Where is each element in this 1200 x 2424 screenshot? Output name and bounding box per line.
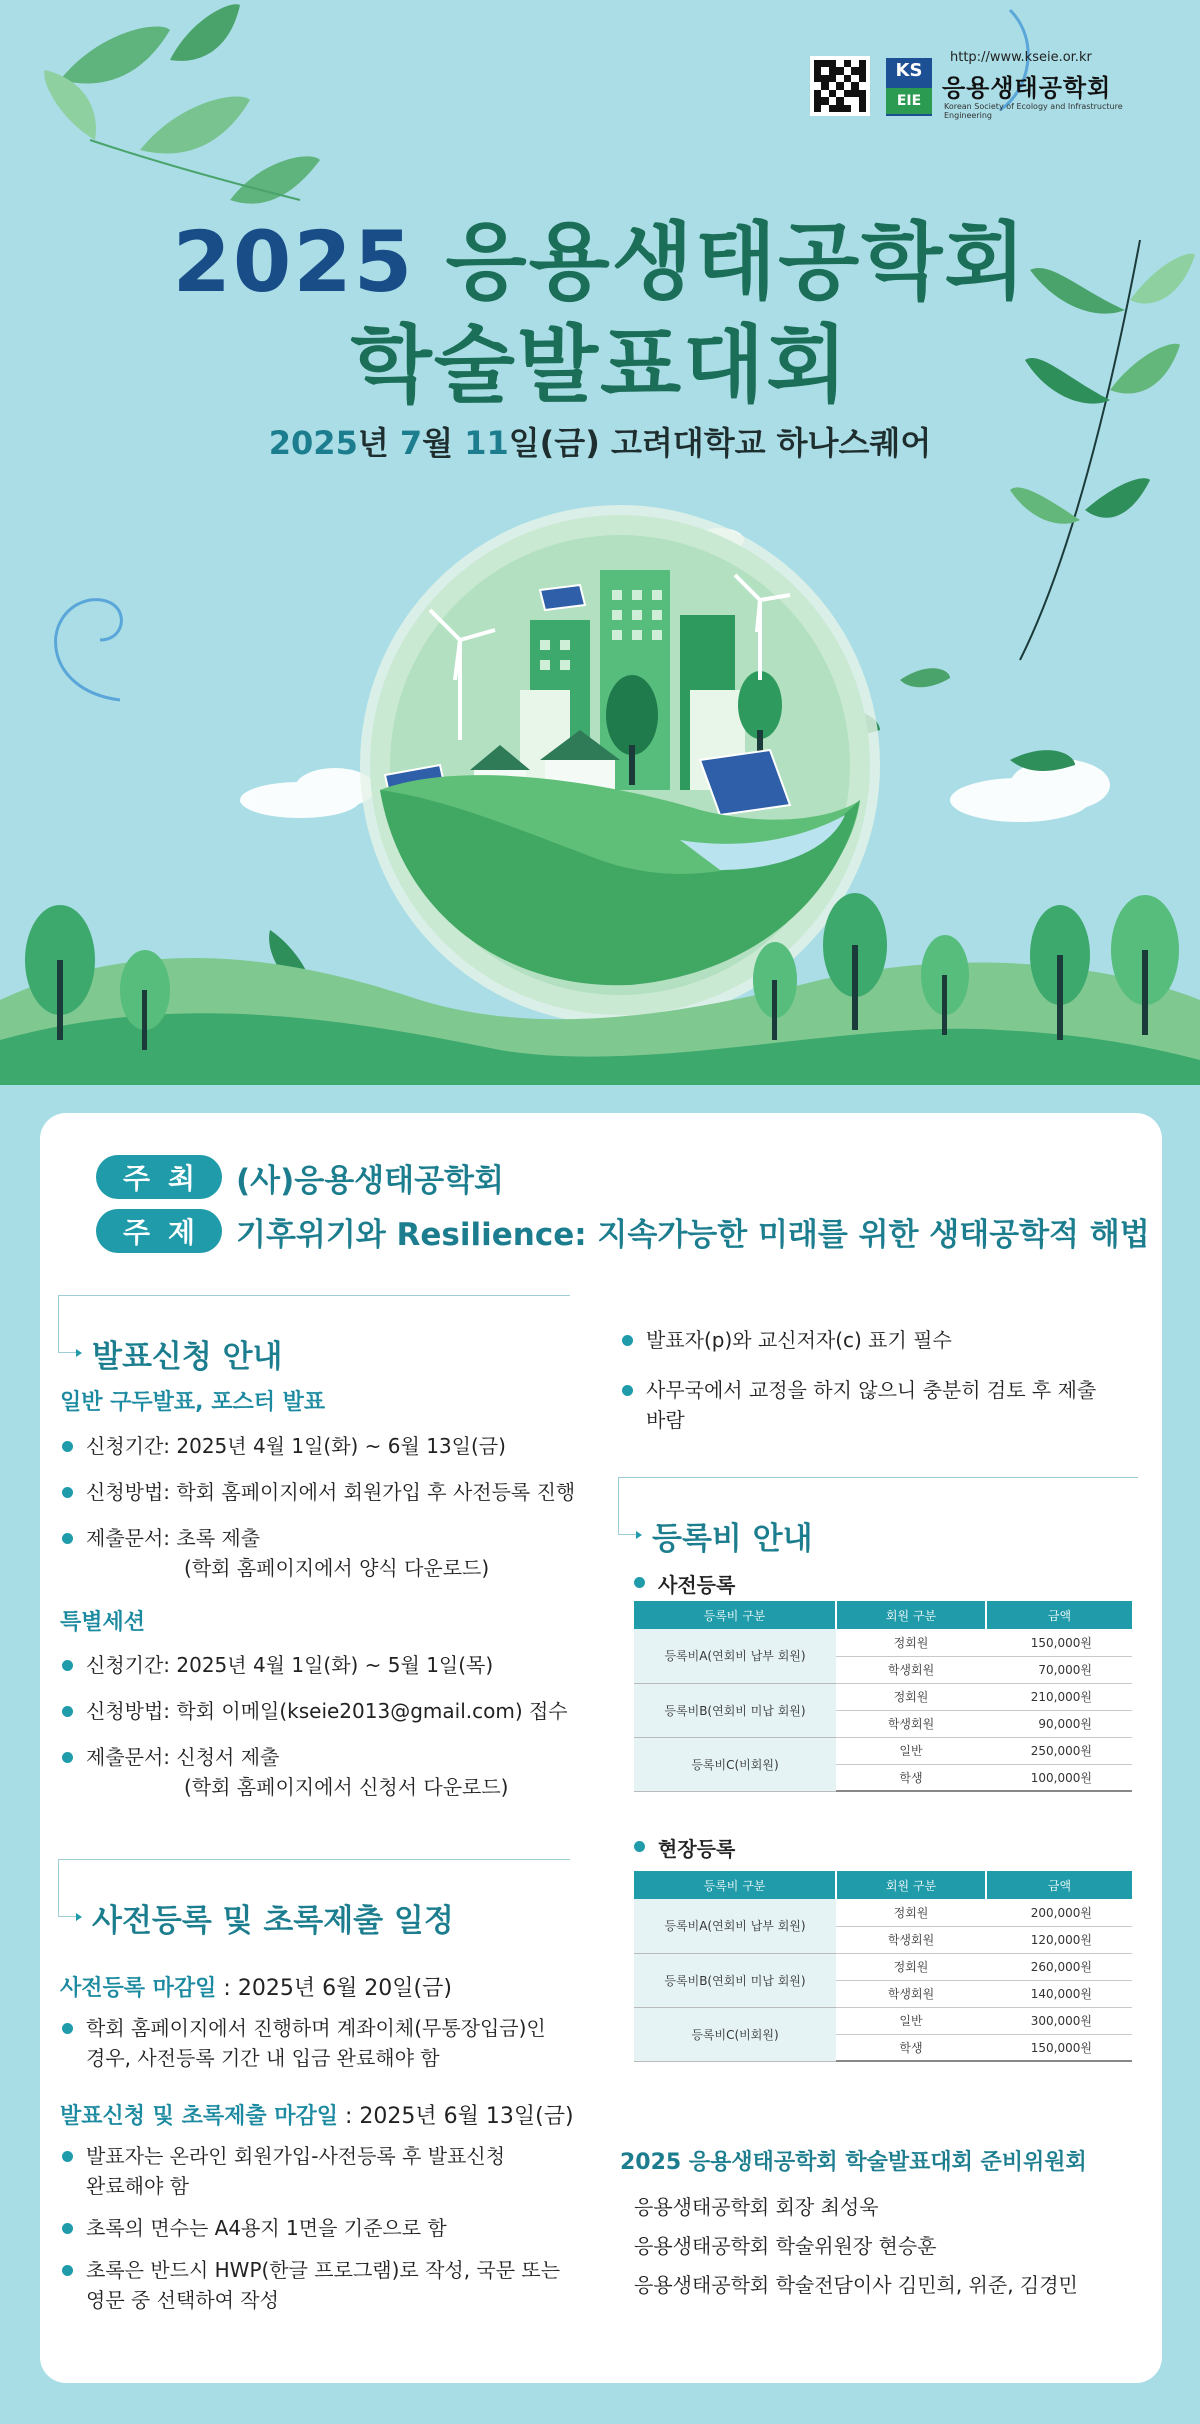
- registration-deadline: [60, 1971, 452, 2002]
- society-english-name: Korean Society of Ecology and Infrastructure Engineering: [944, 102, 1123, 120]
- col-member-type: 회원 구분: [836, 1871, 986, 1899]
- table-row: [634, 1629, 1132, 1656]
- special-period: 신청기간: 2025년 4월 1일(화) ~ 5월 1일(목): [62, 1650, 493, 1680]
- host-label: [96, 1155, 222, 1199]
- special-method: 신청방법: 학회 이메일(kseie2013@gmail.com) 접수: [62, 1696, 568, 1726]
- theme-value: 기후위기와 Resilience: 지속가능한 미래를 위한 생태공학적 해법: [236, 1216, 1150, 1253]
- col-fee-type: 등록비 구분: [634, 1871, 836, 1899]
- fee-amount: 150,000원: [986, 2034, 1132, 2061]
- schedule-section-header: [58, 1859, 578, 1939]
- committee-title: 2025 응용생태공학회 학술발표대회 준비위원회: [620, 2150, 1087, 2175]
- fee-amount: 140,000원: [986, 1980, 1132, 2007]
- society-name: 응용생태공학회: [942, 74, 1112, 102]
- member-type: 학생: [836, 1764, 986, 1791]
- member-type: 학생회원: [836, 1926, 986, 1953]
- general-method: 신청방법: 학회 홈페이지에서 회원가입 후 사전등록 진행: [62, 1477, 575, 1507]
- date-year: 2025: [268, 424, 358, 462]
- abstract-note-1-line2: 완료해야 함: [86, 2174, 189, 2198]
- fees-section-header: [618, 1477, 1138, 1557]
- general-documents-text: 제출문서: 초록 제출: [86, 1526, 261, 1550]
- col-fee-type: 등록비 구분: [634, 1601, 836, 1629]
- event-date-venue: [0, 418, 1200, 464]
- abstract-deadline-label: 발표신청 및 초록제출 마감일: [60, 2104, 339, 2129]
- registration-note-line2: 경우, 사전등록 기간 내 입금 완료해야 함: [86, 2046, 440, 2070]
- fee-amount: 100,000원: [986, 1764, 1132, 1791]
- special-documents: [62, 1742, 508, 1802]
- fee-amount: 250,000원: [986, 1737, 1132, 1764]
- member-type: 정회원: [836, 1899, 986, 1926]
- host-label-a: 주: [122, 1162, 151, 1195]
- abstract-note-1-line1: 발표자는 온라인 회원가입-사전등록 후 발표신청: [86, 2144, 506, 2168]
- event-title-line2: 학술발표대회: [350, 316, 850, 414]
- abstract-note-3-line1: 초록은 반드시 HWP(한글 프로그램)로 작성, 국문 또는: [86, 2258, 561, 2282]
- pre-registration-fee-table: [634, 1601, 1132, 1792]
- member-type: 학생회원: [836, 1710, 986, 1737]
- host-label-b: 최: [167, 1162, 196, 1195]
- special-documents-note: (학회 홈페이지에서 신청서 다운로드): [184, 1775, 509, 1799]
- committee-member: 응용생태공학회 회장 최성욱: [634, 2195, 879, 2219]
- qr-code[interactable]: [810, 56, 870, 116]
- logo-bottom: EIE: [886, 88, 932, 114]
- abstract-note-3-line2: 영문 중 선택하여 작성: [86, 2288, 279, 2312]
- fee-amount: 210,000원: [986, 1683, 1132, 1710]
- theme-label-a: 주: [122, 1216, 151, 1249]
- info-card: [40, 1113, 1162, 2383]
- title-year: 2025: [172, 213, 415, 311]
- logo-top: KS: [895, 60, 923, 81]
- fee-amount: 120,000원: [986, 1926, 1132, 1953]
- general-period: 신청기간: 2025년 4월 1일(화) ~ 6월 13일(금): [62, 1431, 506, 1461]
- abstract-note-3: [62, 2255, 560, 2315]
- special-documents-text: 제출문서: 신청서 제출: [86, 1745, 280, 1769]
- table-row: [634, 2007, 1132, 2034]
- author-marking-note: 발표자(p)와 교신저자(c) 표기 필수: [622, 1325, 952, 1355]
- venue: 고려대학교 하나스퀘어: [610, 424, 932, 462]
- onsite-registration-label: 현장등록: [634, 1833, 735, 1862]
- general-documents: [62, 1523, 489, 1583]
- member-type: 일반: [836, 2007, 986, 2034]
- fee-group: 등록비A(연회비 납부 회원): [634, 1899, 836, 1953]
- presentation-section-header: [58, 1295, 578, 1375]
- col-amount: 금액: [986, 1871, 1132, 1899]
- date-year-unit: 년: [357, 424, 389, 462]
- committee-member: 응용생태공학회 학술전담이사 김민희, 위준, 김경민: [634, 2273, 1078, 2297]
- hero-banner: [0, 0, 1200, 1085]
- col-member-type: 회원 구분: [836, 1601, 986, 1629]
- col-amount: 금액: [986, 1601, 1132, 1629]
- table-row: [634, 1737, 1132, 1764]
- fee-group: 등록비B(연회비 미납 회원): [634, 1953, 836, 2007]
- pre-registration-label: 사전등록: [634, 1569, 735, 1598]
- fee-group: 등록비A(연회비 납부 회원): [634, 1629, 836, 1683]
- proofreading-note-line2: 바람: [646, 1408, 685, 1432]
- theme-row: [96, 1209, 1150, 1253]
- fees-title: 등록비 안내: [652, 1521, 813, 1557]
- general-presentation-head: 일반 구두발표, 포스터 발표: [60, 1390, 326, 1415]
- member-type: 정회원: [836, 1629, 986, 1656]
- fee-amount: 150,000원: [986, 1629, 1132, 1656]
- hero-illustration: [0, 0, 1200, 1085]
- general-documents-note: (학회 홈페이지에서 양식 다운로드): [184, 1556, 490, 1580]
- date-month-unit: 월: [422, 424, 454, 462]
- fee-amount: 300,000원: [986, 2007, 1132, 2034]
- fee-amount: 90,000원: [986, 1710, 1132, 1737]
- member-type: 학생: [836, 2034, 986, 2061]
- fee-group: 등록비C(비회원): [634, 2007, 836, 2061]
- abstract-deadline-date: : 2025년 6월 13일(금): [338, 2104, 574, 2129]
- table-row: [634, 1953, 1132, 1980]
- proofreading-note-line1: 사무국에서 교정을 하지 않으니 충분히 검토 후 제출: [646, 1378, 1097, 1402]
- table-row: [634, 1899, 1132, 1926]
- fee-amount: 260,000원: [986, 1953, 1132, 1980]
- onsite-registration-fee-table: [634, 1871, 1132, 2062]
- member-type: 학생회원: [836, 1980, 986, 2007]
- society-logo-block: [810, 50, 1140, 130]
- abstract-note-1: [62, 2141, 505, 2201]
- registration-deadline-date: : 2025년 6월 20일(금): [216, 1976, 452, 2001]
- table-row: [634, 1683, 1132, 1710]
- date-day-unit: 일(금): [508, 424, 600, 462]
- theme-label: [96, 1209, 222, 1253]
- date-day: 11: [464, 424, 509, 462]
- theme-label-b: 제: [167, 1216, 196, 1249]
- member-type: 정회원: [836, 1953, 986, 1980]
- registration-deadline-label: 사전등록 마감일: [60, 1976, 217, 2001]
- registration-note-line1: 학회 홈페이지에서 진행하며 계좌이체(무통장입금)인: [86, 2016, 546, 2040]
- fee-amount: 70,000원: [986, 1656, 1132, 1683]
- special-session-head: 특별세션: [60, 1610, 146, 1635]
- fee-group: 등록비C(비회원): [634, 1737, 836, 1791]
- member-type: 정회원: [836, 1683, 986, 1710]
- schedule-title: 사전등록 및 초록제출 일정: [92, 1903, 454, 1939]
- host-value: (사)응용생태공학회: [236, 1162, 504, 1199]
- website-url[interactable]: http://www.kseie.or.kr: [950, 50, 1092, 65]
- presentation-title: 발표신청 안내: [92, 1339, 283, 1375]
- member-type: 학생회원: [836, 1656, 986, 1683]
- title-society: 응용생태공학회: [445, 213, 1028, 311]
- date-month: 7: [399, 424, 423, 462]
- abstract-deadline: [60, 2099, 574, 2130]
- committee-member: 응용생태공학회 학술위원장 현승훈: [634, 2234, 937, 2258]
- host-row: [96, 1155, 504, 1199]
- abstract-note-2: 초록의 면수는 A4용지 1면을 기준으로 함: [62, 2213, 447, 2243]
- fee-amount: 200,000원: [986, 1899, 1132, 1926]
- fee-group: 등록비B(연회비 미납 회원): [634, 1683, 836, 1737]
- registration-note: [62, 2013, 546, 2073]
- proofreading-note: [622, 1375, 1096, 1435]
- kseie-logo: [886, 58, 932, 116]
- member-type: 일반: [836, 1737, 986, 1764]
